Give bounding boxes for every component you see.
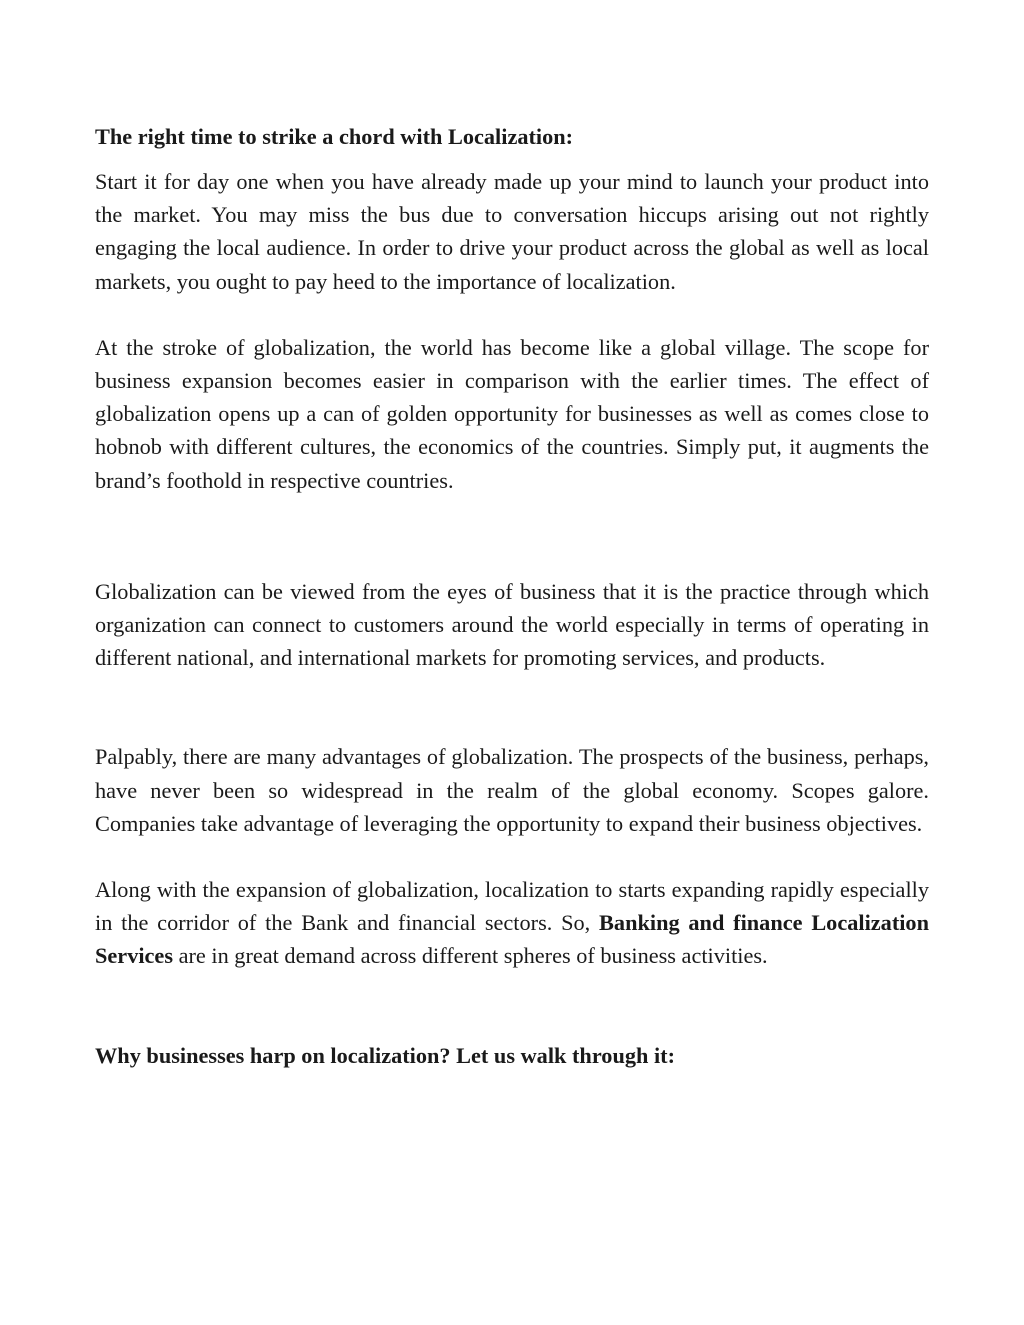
banking-finance-localization-services-emphasis: Banking and finance Localization Services bbox=[95, 910, 929, 969]
paragraph-stroke-of-globalization: At the stroke of globalization, the world has become like a global village. The scope for business expansion becomes easier in comparison with the earlier times. The effect of globalization opens up a can of golden opportunity for businesses as well as comes close to hobnob with different cultures, the economics of the countries. Simply put, it augments the brand’s foothold in respective countries. bbox=[95, 334, 929, 493]
document-page bbox=[95, 120, 929, 1072]
paragraph-start-day-one: Start it for day one when you have already made up your mind to launch your product into the market. You may miss the bus due to conversation hiccups arising out not rightly engaging the local audience. In order to drive your product across the global as well as local markets, you ought to pay heed to the importance of localization. bbox=[95, 169, 929, 294]
paragraph-banking-finance bbox=[95, 873, 929, 973]
section-heading-right-time: The right time to strike a chord with Localization: bbox=[95, 124, 574, 149]
paragraph-banking-text-before: Along with the expansion of globalization, localization to starts expanding rapidly especially in the corridor of the Bank and financial sectors. So, bbox=[95, 877, 929, 936]
paragraph-globalization-viewed: Globalization can be viewed from the eyes of business that it is the practice through which organization can connect to customers around the world especially in terms of operating in different national, and international markets for promoting services, and products. bbox=[95, 578, 929, 671]
section-heading-why-businesses: Why businesses harp on localization? Let us walk through it: bbox=[95, 1042, 676, 1068]
paragraph-banking-text-after: are in great demand across different spheres of business activities. bbox=[173, 943, 768, 969]
paragraph-advantages-of-globalization: Palpably, there are many advantages of globalization. The prospects of the business, perhaps, have never been so widespread in the realm of the global economy. Scopes galore. Companies take advantage of leveraging the opportunity to expand their business objectives. bbox=[95, 744, 929, 836]
